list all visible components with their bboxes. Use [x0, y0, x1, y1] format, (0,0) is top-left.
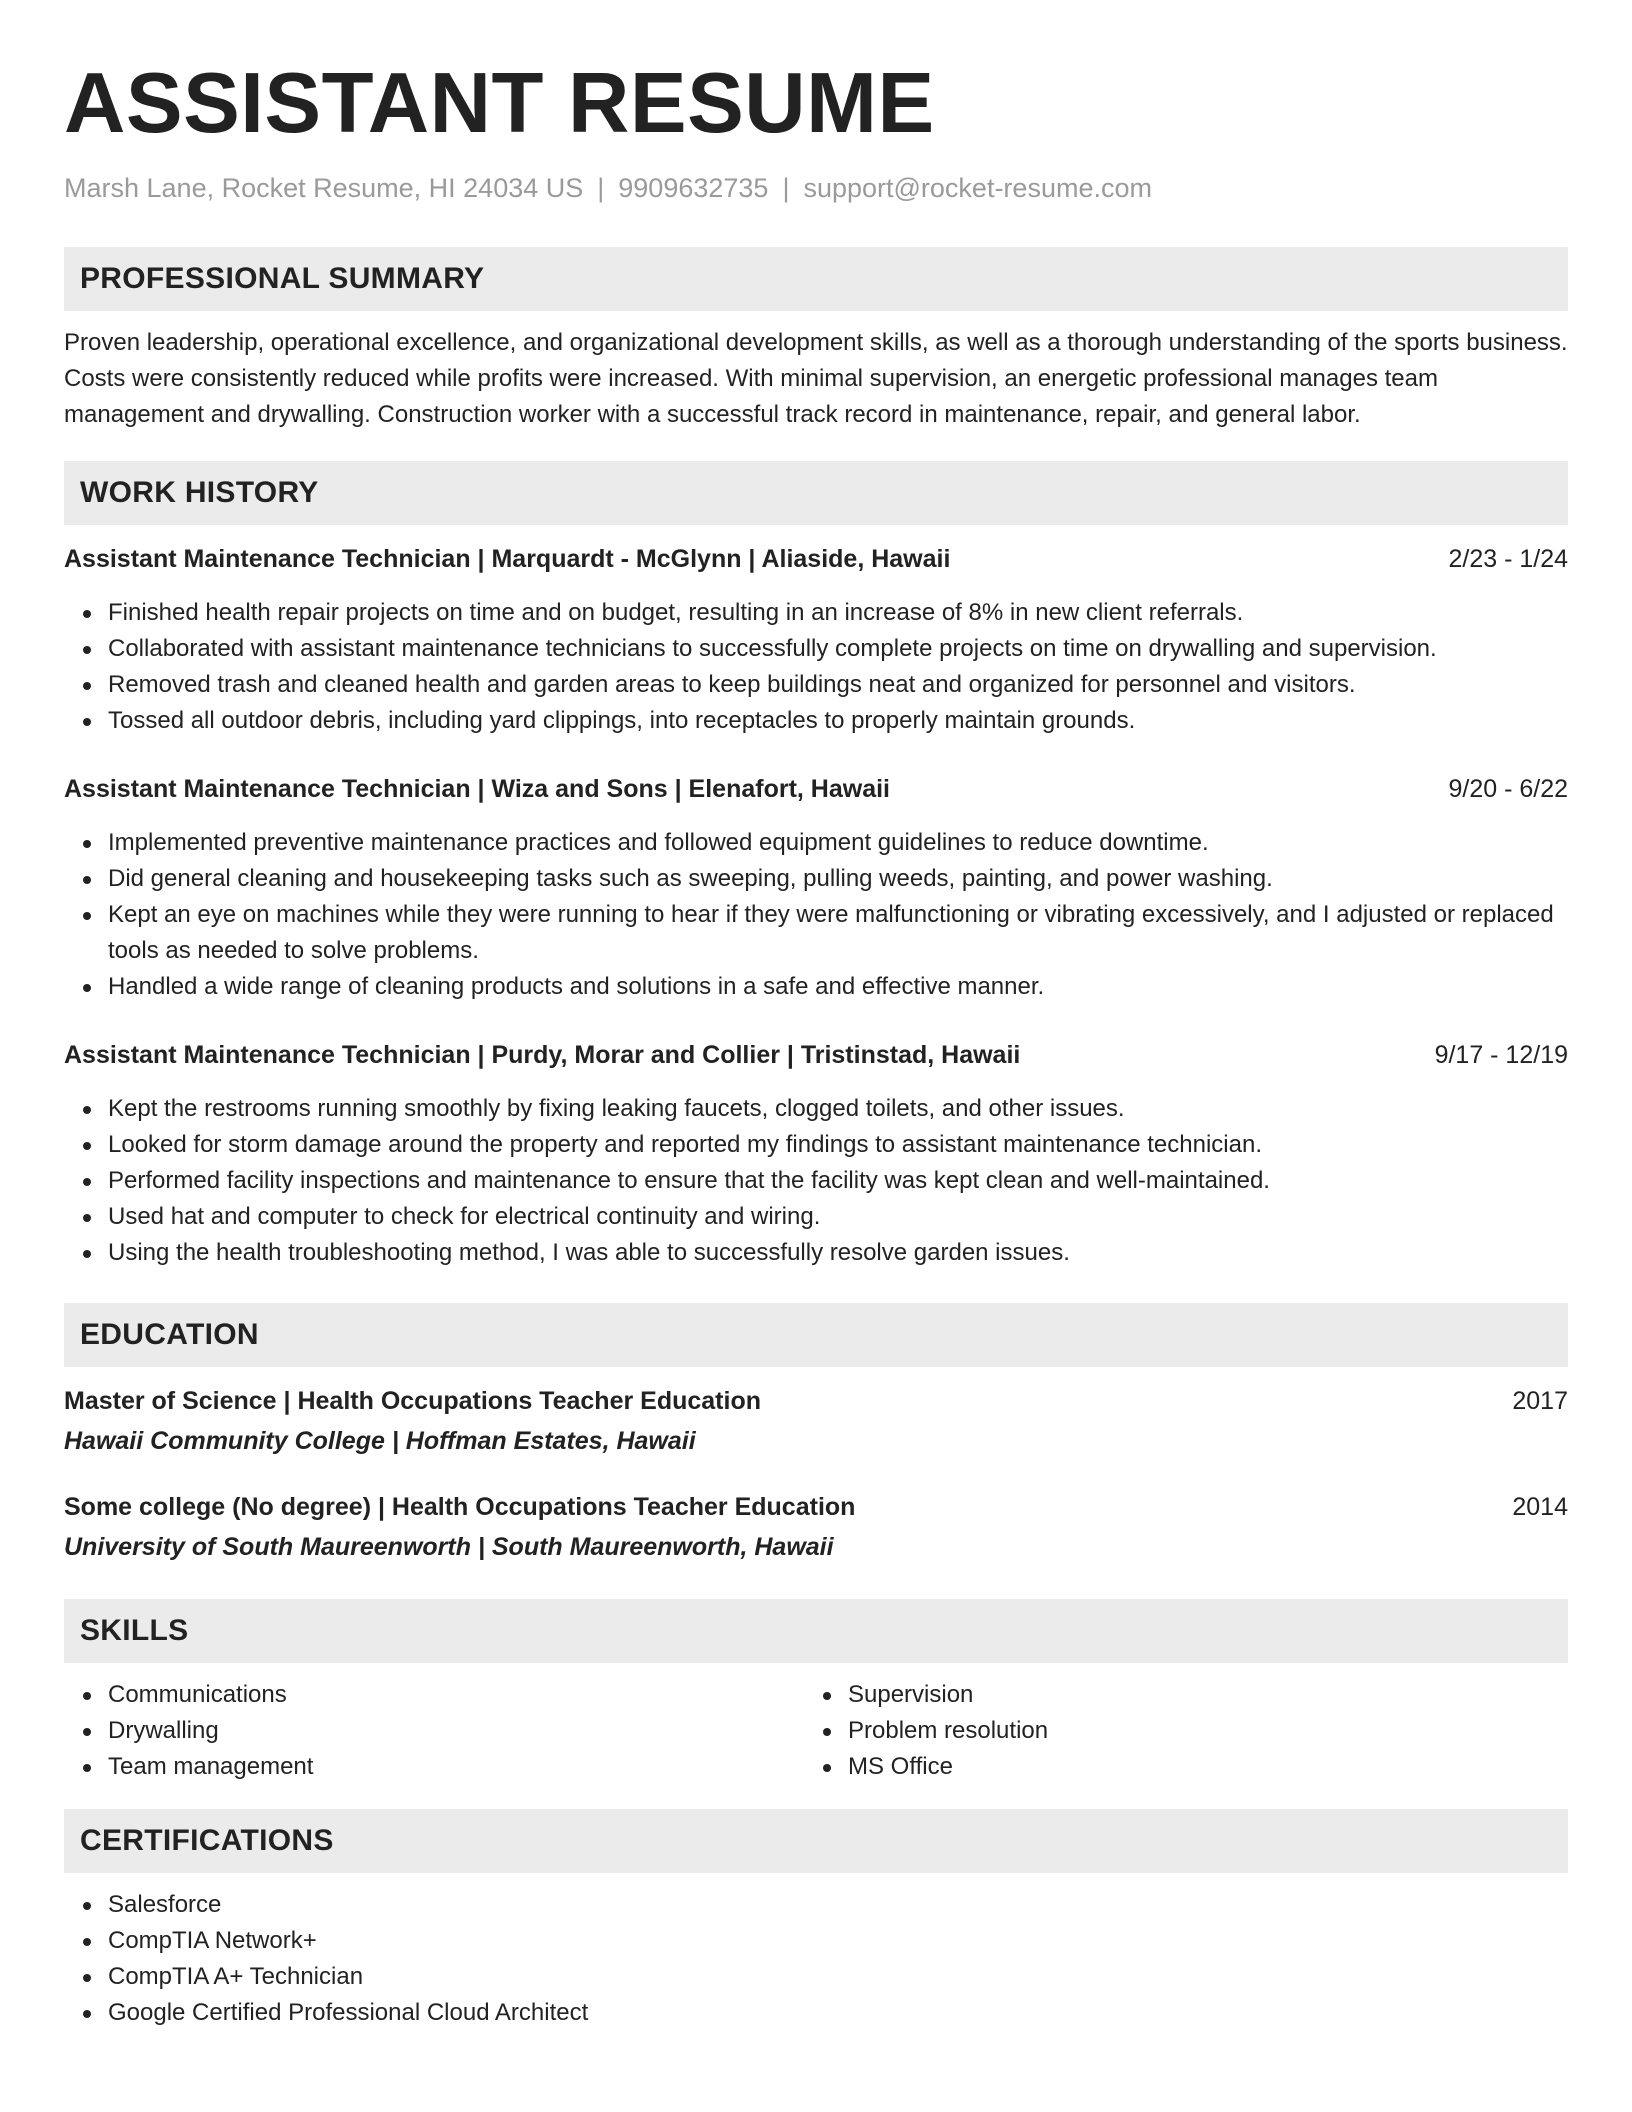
skills-grid	[64, 1677, 1568, 1785]
education-year: 2014	[1512, 1493, 1568, 1521]
contact-address: Marsh Lane, Rocket Resume, HI 24034 US	[64, 173, 584, 203]
skill-item: Drywalling	[108, 1713, 804, 1749]
job-dates: 9/20 - 6/22	[1448, 775, 1568, 803]
education-school: University of South Maureenworth | South Maureenworth, Hawaii	[64, 1533, 834, 1561]
section-header-certifications: CERTIFICATIONS	[64, 1809, 1568, 1873]
education-header	[64, 1383, 1568, 1419]
education-entry	[64, 1383, 1568, 1459]
education-degree: Master of Science | Health Occupations Teacher Education	[64, 1387, 761, 1415]
skills-column-left	[64, 1677, 804, 1785]
skill-item: Team management	[108, 1749, 804, 1785]
contact-email: support@rocket-resume.com	[803, 173, 1152, 203]
skill-item: Communications	[108, 1677, 804, 1713]
skill-item: MS Office	[848, 1749, 1544, 1785]
job-bullets	[64, 825, 1568, 1005]
job-bullet: Kept an eye on machines while they were running to hear if they were malfunctioning or vibrating excessively, and I adjusted or replaced tools as needed to solve problems.	[108, 897, 1568, 969]
section-header-work-history: WORK HISTORY	[64, 461, 1568, 525]
summary-text: Proven leadership, operational excellence, and organizational development skills, as well as a thorough understanding of the sports business. Costs were consistently reduced while profits were increased. With minimal supervision, an energetic professional manages team management and drywalling. Construction worker with a successful track record in maintenance, repair, and general labor.	[64, 329, 1568, 428]
skills-column-right	[804, 1677, 1544, 1785]
job-dates: 2/23 - 1/24	[1448, 545, 1568, 573]
contact-line	[64, 170, 1568, 206]
job-bullet: Performed facility inspections and maintenance to ensure that the facility was kept clean and well-maintained.	[108, 1163, 1568, 1199]
job-dates: 9/17 - 12/19	[1434, 1041, 1568, 1069]
job-bullet: Tossed all outdoor debris, including yard clippings, into receptacles to properly maintain grounds.	[108, 703, 1568, 739]
certifications-list	[64, 1887, 1568, 2031]
job-entry	[64, 541, 1568, 739]
education-header	[64, 1489, 1568, 1525]
job-bullet: Handled a wide range of cleaning products and solutions in a safe and effective manner.	[108, 969, 1568, 1005]
job-bullet: Used hat and computer to check for electrical continuity and wiring.	[108, 1199, 1568, 1235]
certification-item: CompTIA A+ Technician	[108, 1959, 1568, 1995]
job-bullet: Removed trash and cleaned health and garden areas to keep buildings neat and organized for personnel and visitors.	[108, 667, 1568, 703]
education-school: Hawaii Community College | Hoffman Estates, Hawaii	[64, 1427, 696, 1455]
job-header	[64, 541, 1568, 577]
section-header-education: EDUCATION	[64, 1303, 1568, 1367]
job-bullet: Finished health repair projects on time and on budget, resulting in an increase of 8% in new client referrals.	[108, 595, 1568, 631]
job-entry	[64, 1037, 1568, 1271]
job-title: Assistant Maintenance Technician | Wiza and Sons | Elenafort, Hawaii	[64, 775, 890, 803]
resume-title: ASSISTANT RESUME	[64, 56, 935, 151]
certification-item: CompTIA Network+	[108, 1923, 1568, 1959]
contact-separator: |	[597, 173, 605, 203]
section-header-summary: PROFESSIONAL SUMMARY	[64, 247, 1568, 311]
education-entry	[64, 1489, 1568, 1565]
job-bullets	[64, 595, 1568, 739]
job-title: Assistant Maintenance Technician | Purdy, Morar and Collier | Tristinstad, Hawaii	[64, 1041, 1021, 1069]
section-header-skills: SKILLS	[64, 1599, 1568, 1663]
skills-list	[64, 1677, 804, 1785]
skill-item: Problem resolution	[848, 1713, 1544, 1749]
job-bullet: Did general cleaning and housekeeping tasks such as sweeping, pulling weeds, painting, and power washing.	[108, 861, 1568, 897]
job-title: Assistant Maintenance Technician | Marquardt - McGlynn | Aliaside, Hawaii	[64, 545, 951, 573]
job-bullet: Kept the restrooms running smoothly by fixing leaking faucets, clogged toilets, and other issues.	[108, 1091, 1568, 1127]
job-bullet: Looked for storm damage around the property and reported my findings to assistant maintenance technician.	[108, 1127, 1568, 1163]
job-entry	[64, 771, 1568, 1005]
skills-list	[804, 1677, 1544, 1785]
education-year: 2017	[1512, 1387, 1568, 1415]
contact-separator: |	[782, 173, 790, 203]
skill-item: Supervision	[848, 1677, 1544, 1713]
certification-item: Google Certified Professional Cloud Architect	[108, 1995, 1568, 2031]
job-bullet: Implemented preventive maintenance practices and followed equipment guidelines to reduce downtime.	[108, 825, 1568, 861]
job-header	[64, 771, 1568, 807]
job-bullet: Collaborated with assistant maintenance technicians to successfully complete projects on time on drywalling and supervision.	[108, 631, 1568, 667]
job-bullet: Using the health troubleshooting method, I was able to successfully resolve garden issues.	[108, 1235, 1568, 1271]
certification-item: Salesforce	[108, 1887, 1568, 1923]
education-degree: Some college (No degree) | Health Occupations Teacher Education	[64, 1493, 856, 1521]
job-bullets	[64, 1091, 1568, 1271]
job-header	[64, 1037, 1568, 1073]
contact-phone: 9909632735	[618, 173, 769, 203]
